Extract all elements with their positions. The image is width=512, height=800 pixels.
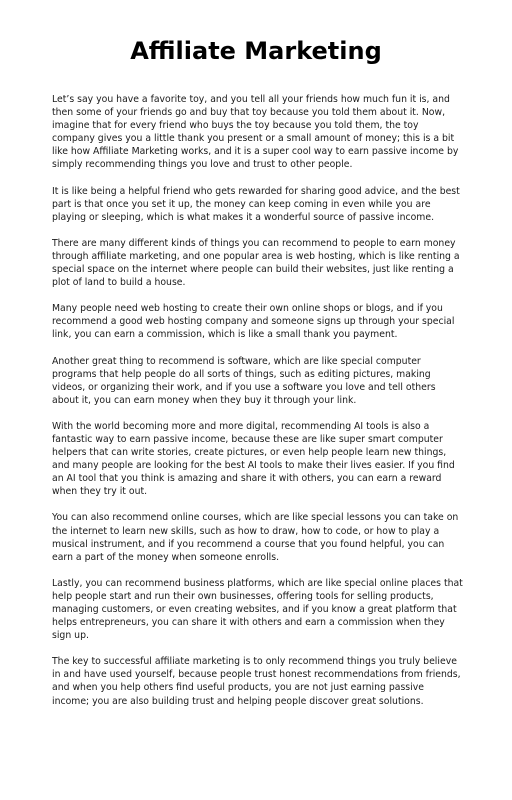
paragraph: With the world becoming more and more digital, recommending AI tools is also a fantastic way to earn passive income, because these are like super smart computer helpers that can write stories, create pictures, or even help people learn new things, and many people are looking for the best AI tools to make their lives easier. If you find an AI tool that you think is amazing and share it with others, you can earn a reward when they try it out. [52,420,455,498]
document-body [52,93,464,721]
paragraph: There are many different kinds of things you can recommend to people to earn money through affiliate marketing, and one popular area is web hosting, which is like renting a special space on the internet where people can build their websites, just like renting a plot of land to build a house. [52,237,460,289]
paragraph: Another great thing to recommend is software, which are like special computer programs that help people do all sorts of things, such as editing pictures, making videos, or organizing their work, and if you use a software you love and tell others about it, you can earn money when they buy it through your link. [52,355,436,406]
paragraph: Lastly, you can recommend business platforms, which are like special online places that help people start and run their own businesses, offering tools for selling products, managing customers, or even creating websites, and if you know a great platform that helps entrepreneurs, you can share it with others and earn a commission when they sign up. [52,577,463,642]
paragraph: It is like being a helpful friend who gets rewarded for sharing good advice, and the best part is that once you set it up, the money can keep coming in even while you are playing or sleeping, which is what makes it a wonderful source of passive income. [52,185,460,223]
page-title: Affiliate Marketing [130,37,382,65]
paragraph: You can also recommend online courses, which are like special lessons you can take on the internet to learn new skills, such as how to draw, how to code, or how to play a musical instrument, and if you recommend a course that you found helpful, you can earn a part of the money when someone enrolls. [52,512,459,563]
paragraph: The key to successful affiliate marketing is to only recommend things you truly believe in and have used yourself, because people trust honest recommendations from friends, and when you help others find useful products, you are not just earning passive income; you are also building trust and helping people discover great solutions. [52,656,461,707]
paragraph: Many people need web hosting to create their own online shops or blogs, and if you recommend a good web hosting company and someone signs up through your special link, you can earn a commission, which is like a small thank you payment. [52,303,455,341]
paragraph: Let’s say you have a favorite toy, and you tell all your friends how much fun it is, and then some of your friends go and buy that toy because you told them about it. Now, imagine that for every friend who buys the toy because you told them, the toy company gives you a little thank you present or a small amount of money; this is a bit like how Affiliate Marketing works, and it is a super cool way to earn passive income by simply recommending things you love and trust to other people. [52,94,459,171]
